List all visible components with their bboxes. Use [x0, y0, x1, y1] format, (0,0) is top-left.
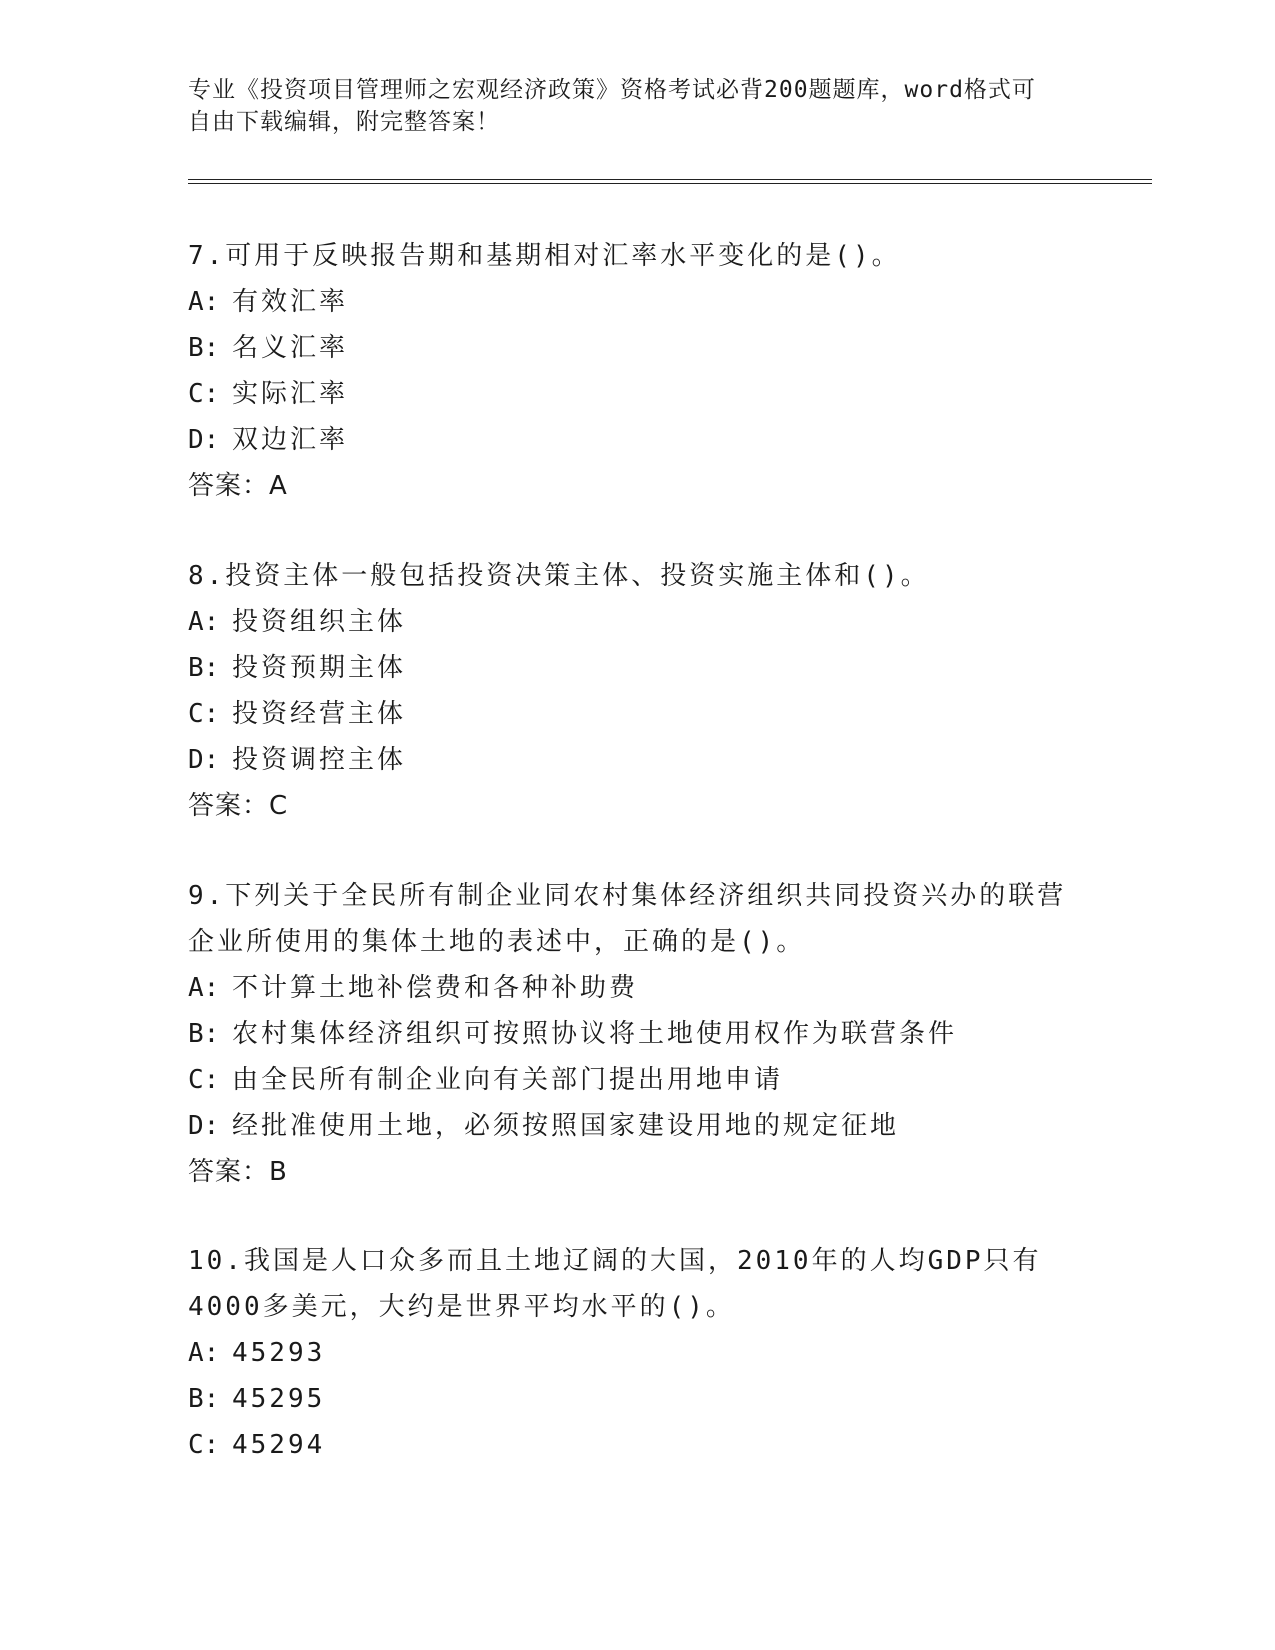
answer-line: 答案：C	[188, 791, 289, 821]
question-10	[188, 1238, 1088, 1468]
option-a: A: 投资组织主体	[188, 607, 407, 637]
option-c: C: 由全民所有制企业向有关部门提出用地申请	[188, 1065, 784, 1095]
option-a: A: 45293	[188, 1338, 326, 1368]
answer-line: 答案：A	[188, 471, 288, 501]
header-divider-bottom	[188, 183, 1152, 184]
answer-line: 答案：B	[188, 1157, 288, 1187]
question-stem-line-1: 10.我国是人口众多而且土地辽阔的大国，2010年的人均GDP只有	[188, 1246, 1042, 1276]
question-stem-line-2: 企业所使用的集体土地的表述中，正确的是()。	[188, 927, 806, 957]
document-header	[188, 74, 1088, 138]
option-d: D: 投资调控主体	[188, 745, 407, 775]
option-b: B: 农村集体经济组织可按照协议将土地使用权作为联营条件	[188, 1019, 958, 1049]
question-8	[188, 553, 1088, 829]
question-9	[188, 873, 1088, 1195]
option-a: A: 有效汇率	[188, 287, 349, 317]
question-stem-line-2: 4000多美元，大约是世界平均水平的()。	[188, 1292, 735, 1322]
header-line-2: 自由下载编辑，附完整答案！	[188, 109, 500, 135]
option-a: A: 不计算土地补偿费和各种补助费	[188, 973, 639, 1003]
option-b: B: 名义汇率	[188, 333, 349, 363]
option-d: D: 经批准使用土地，必须按照国家建设用地的规定征地	[188, 1111, 900, 1141]
header-line-1: 专业《投资项目管理师之宏观经济政策》资格考试必背200题题库，word格式可	[188, 77, 1036, 103]
question-stem: 7.可用于反映报告期和基期相对汇率水平变化的是()。	[188, 241, 901, 271]
question-stem-line-1: 9.下列关于全民所有制企业同农村集体经济组织共同投资兴办的联营	[188, 881, 1067, 911]
header-divider-top	[188, 179, 1152, 180]
option-b: B: 45295	[188, 1384, 326, 1414]
option-c: C: 投资经营主体	[188, 699, 407, 729]
option-b: B: 投资预期主体	[188, 653, 407, 683]
question-stem: 8.投资主体一般包括投资决策主体、投资实施主体和()。	[188, 561, 930, 591]
option-d: D: 双边汇率	[188, 425, 349, 455]
option-c: C: 45294	[188, 1430, 326, 1460]
question-7	[188, 233, 1088, 509]
option-c: C: 实际汇率	[188, 379, 349, 409]
